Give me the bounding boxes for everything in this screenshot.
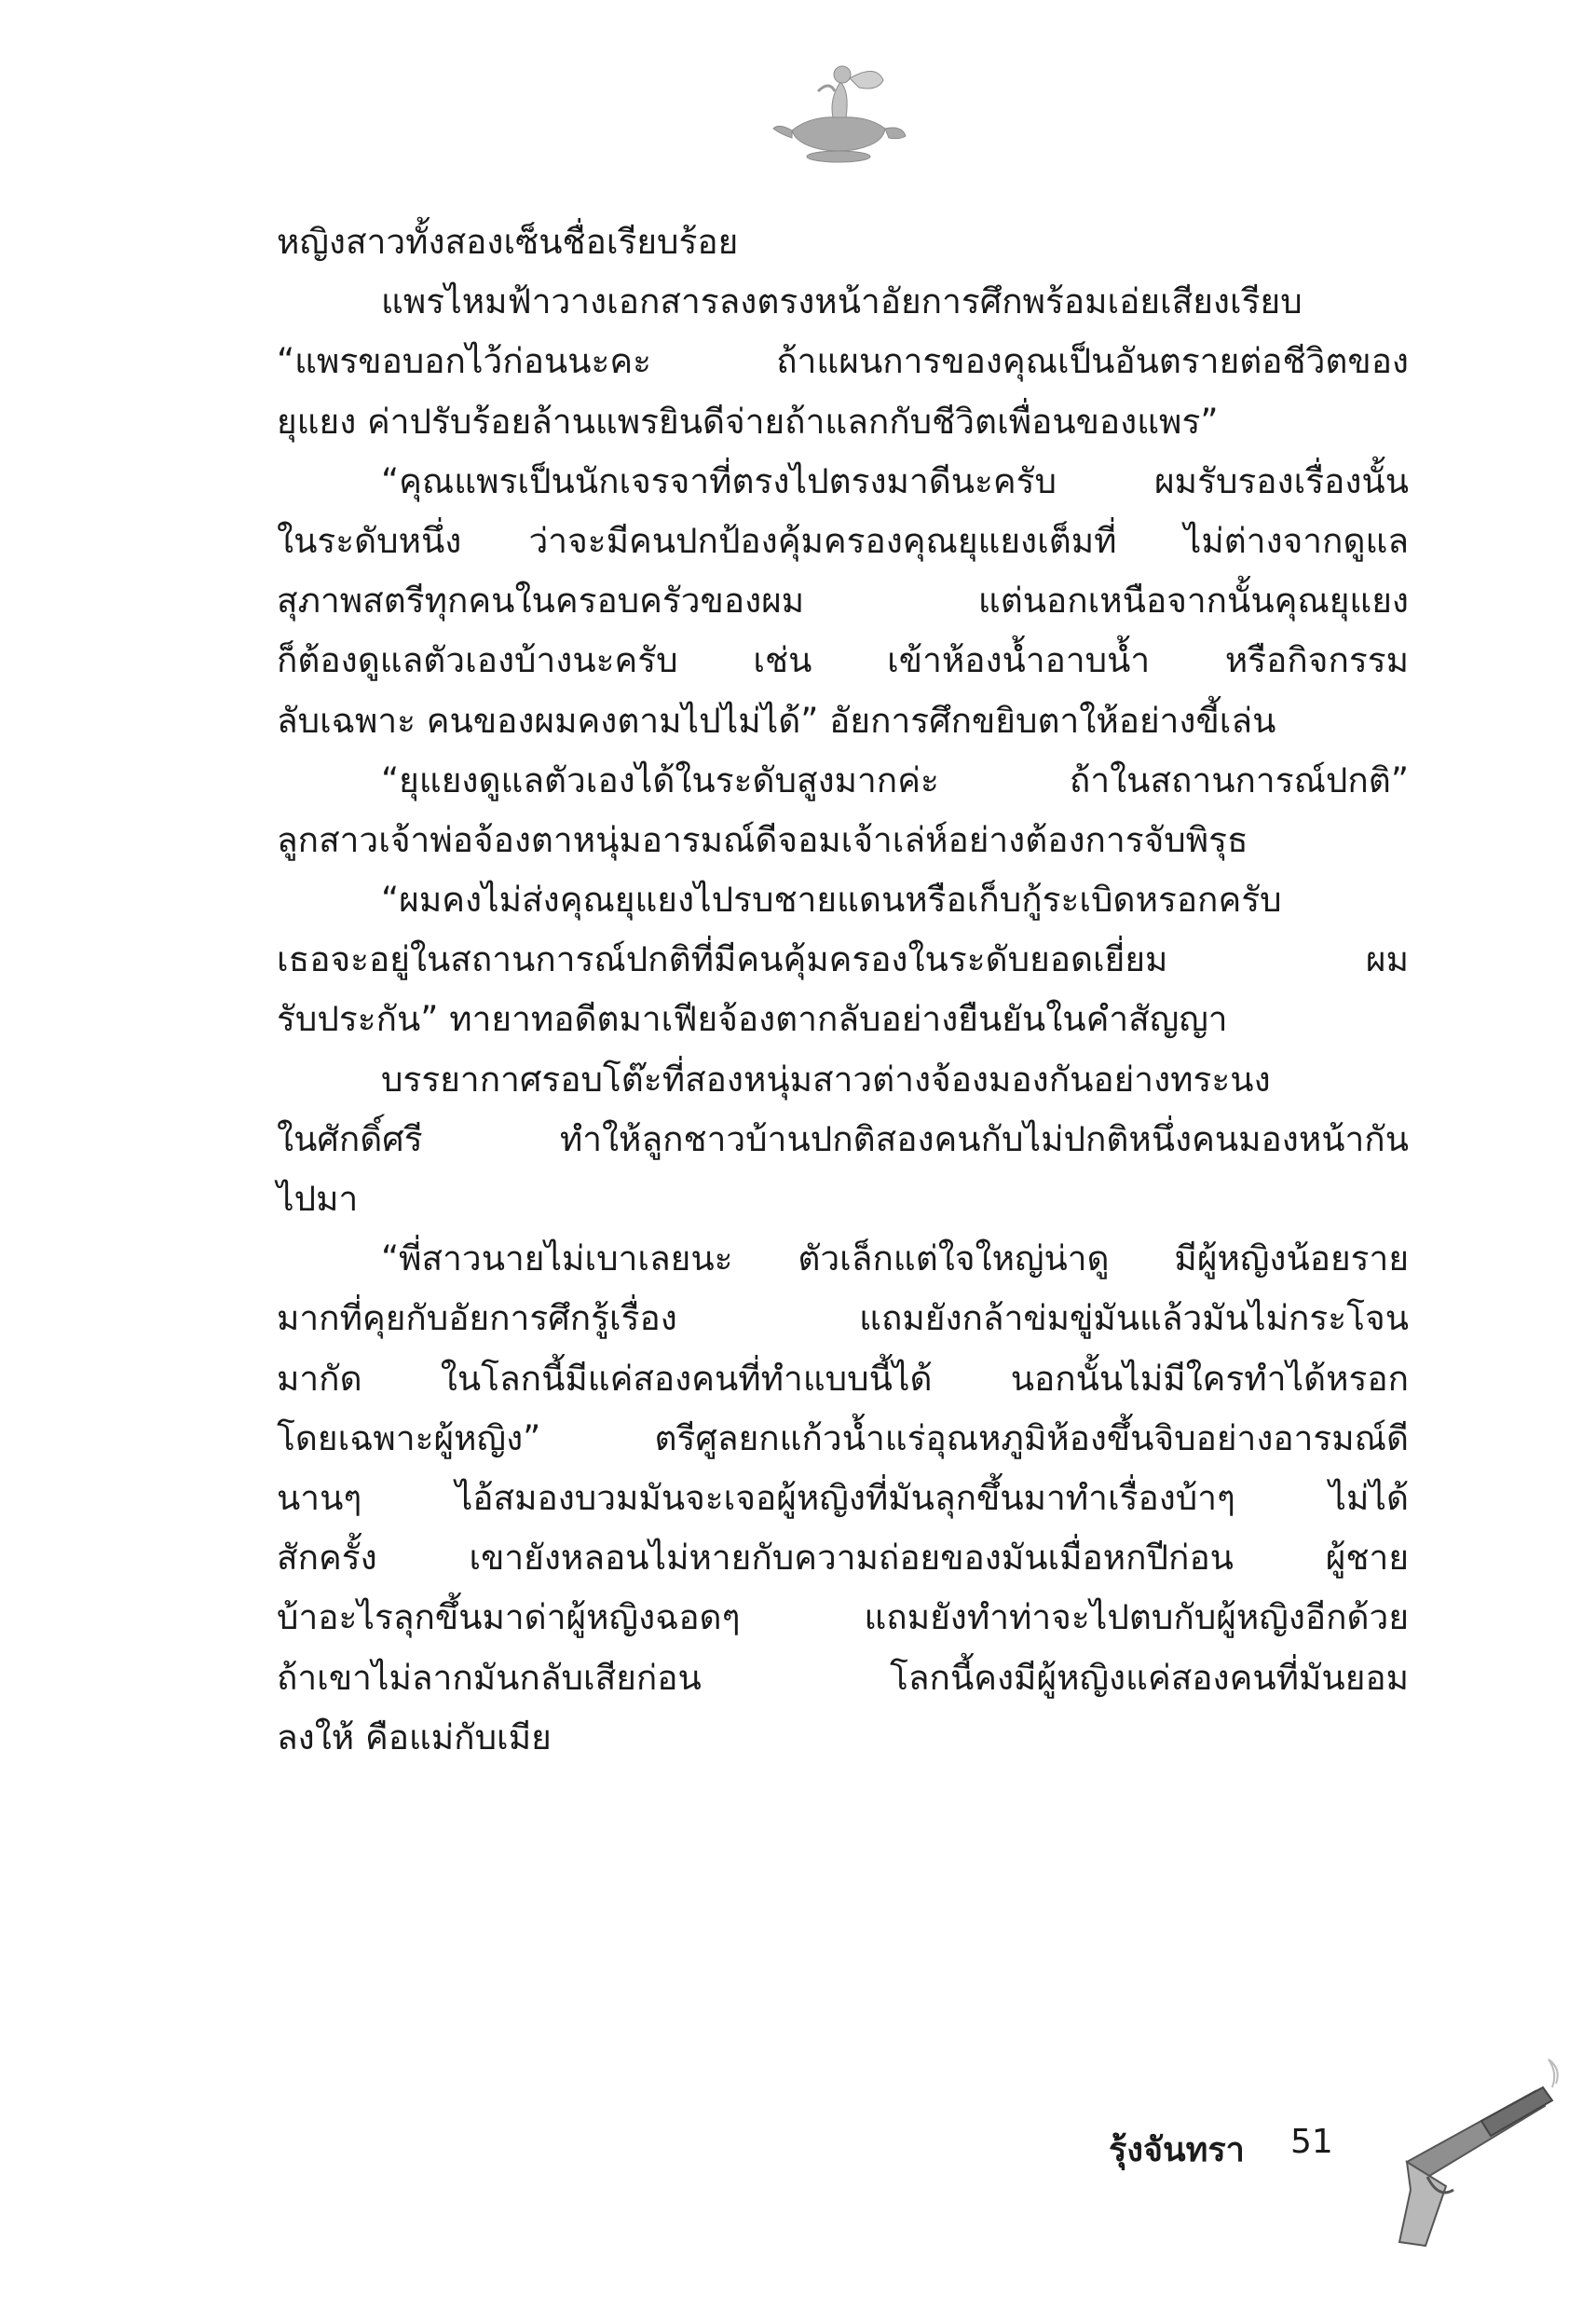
text-line: “คุณแพรเป็นนักเจรจาที่ตรงไปตรงมาดีนะครับ ผมรับรองเรื่องนั้น (381, 460, 1409, 501)
text-line: ลับเฉพาะ คนของผมคงตามไปไม่ได้” อัยการศึกขยิบตาให้อย่างขี้เล่น (277, 700, 1276, 741)
genie-lamp-icon (764, 54, 913, 166)
body-text (277, 212, 1409, 1768)
text-line: ในศักดิ์ศรี ทำให้ลูกชาวบ้านปกติสองคนกับไม่ปกติหนึ่งคนมองหน้ากัน (277, 1118, 1409, 1159)
text-line: ลงให้ คือแม่กับเมีย (277, 1716, 552, 1757)
text-line: นานๆ ไอ้สมองบวมมันจะเจอผู้หญิงที่มันลุกขึ้นมาทำเรื่องบ้าๆ ไม่ได้ (277, 1477, 1409, 1518)
text-line: บรรยากาศรอบโต๊ะที่สองหนุ่มสาวต่างจ้องมองกันอย่างทระนง (381, 1059, 1271, 1100)
text-line: ในระดับหนึ่ง ว่าจะมีคนปกป้องคุ้มครองคุณยุแยงเต็มที่ ไม่ต่างจากดูแล (277, 520, 1409, 561)
text-line: ถ้าเขาไม่ลากมันกลับเสียก่อน โลกนี้คงมีผู้หญิงแค่สองคนที่มันยอม (277, 1657, 1409, 1698)
text-line: “แพรขอบอกไว้ก่อนนะคะ ถ้าแผนการของคุณเป็นอันตรายต่อชีวิตของ (277, 341, 1409, 382)
text-line: บ้าอะไรลุกขึ้นมาด่าผู้หญิงฉอดๆ แถมยังทำท่าจะไปตบกับผู้หญิงอีกด้วย (277, 1597, 1409, 1638)
text-line: ลูกสาวเจ้าพ่อจ้องตาหนุ่มอารมณ์ดีจอมเจ้าเล่ห์อย่างต้องการจับพิรุธ (277, 819, 1248, 860)
text-line: เธอจะอยู่ในสถานการณ์ปกติที่มีคนคุ้มครองในระดับยอดเยี่ยม ผม (277, 939, 1409, 980)
text-line: ก็ต้องดูแลตัวเองบ้างนะครับ เช่น เข้าห้องน้ำอาบน้ำ หรือกิจกรรม (277, 640, 1409, 681)
text-line: “ยุแยงดูแลตัวเองได้ในระดับสูงมากค่ะ ถ้าในสถานการณ์ปกติ” (381, 759, 1409, 800)
pistol-icon (1342, 2050, 1565, 2274)
text-line: “พี่สาวนายไม่เบาเลยนะ ตัวเล็กแต่ใจใหญ่น่าดู มีผู้หญิงน้อยราย (381, 1238, 1409, 1279)
text-line: ยุแยง ค่าปรับร้อยล้านแพรยินดีจ่ายถ้าแลกกับชีวิตเพื่อนของแพร” (277, 401, 1219, 442)
text-line: หญิงสาวทั้งสองเซ็นชื่อเรียบร้อย (277, 222, 739, 262)
text-line: “ผมคงไม่ส่งคุณยุแยงไปรบชายแดนหรือเก็บกู้ระเบิดหรอกครับ (381, 880, 1282, 921)
text-line: มากที่คุยกับอัยการศึกรู้เรื่อง แถมยังกล้าข่มขู่มันแล้วมันไม่กระโจน (277, 1298, 1409, 1339)
text-line: รับประกัน” ทายาทอดีตมาเฟียจ้องตากลับอย่างยืนยันในคำสัญญา (277, 999, 1228, 1040)
text-line: ไปมา (277, 1179, 359, 1219)
text-line: มากัด ในโลกนี้มีแค่สองคนที่ทำแบบนี้ได้ นอกนั้นไม่มีใครทำได้หรอก (277, 1358, 1409, 1399)
text-line: โดยเฉพาะผู้หญิง” ตรีศูลยกแก้วน้ำแร่อุณหภูมิห้องขึ้นจิบอย่างอารมณ์ดี (277, 1417, 1409, 1458)
page-number: 51 (1290, 2123, 1333, 2161)
text-line: สักครั้ง เขายังหลอนไม่หายกับความถ่อยของมันเมื่อหกปีก่อน ผู้ชาย (277, 1538, 1409, 1579)
text-line: แพรไหมฟ้าวางเอกสารลงตรงหน้าอัยการศึกพร้อมเอ่ยเสียงเรียบ (381, 281, 1303, 322)
text-line: สุภาพสตรีทุกคนในครอบครัวของผม แต่นอกเหนือจากนั้นคุณยุแยง (277, 581, 1409, 622)
footer-author: รุ้งจันทรา (1109, 2131, 1245, 2169)
